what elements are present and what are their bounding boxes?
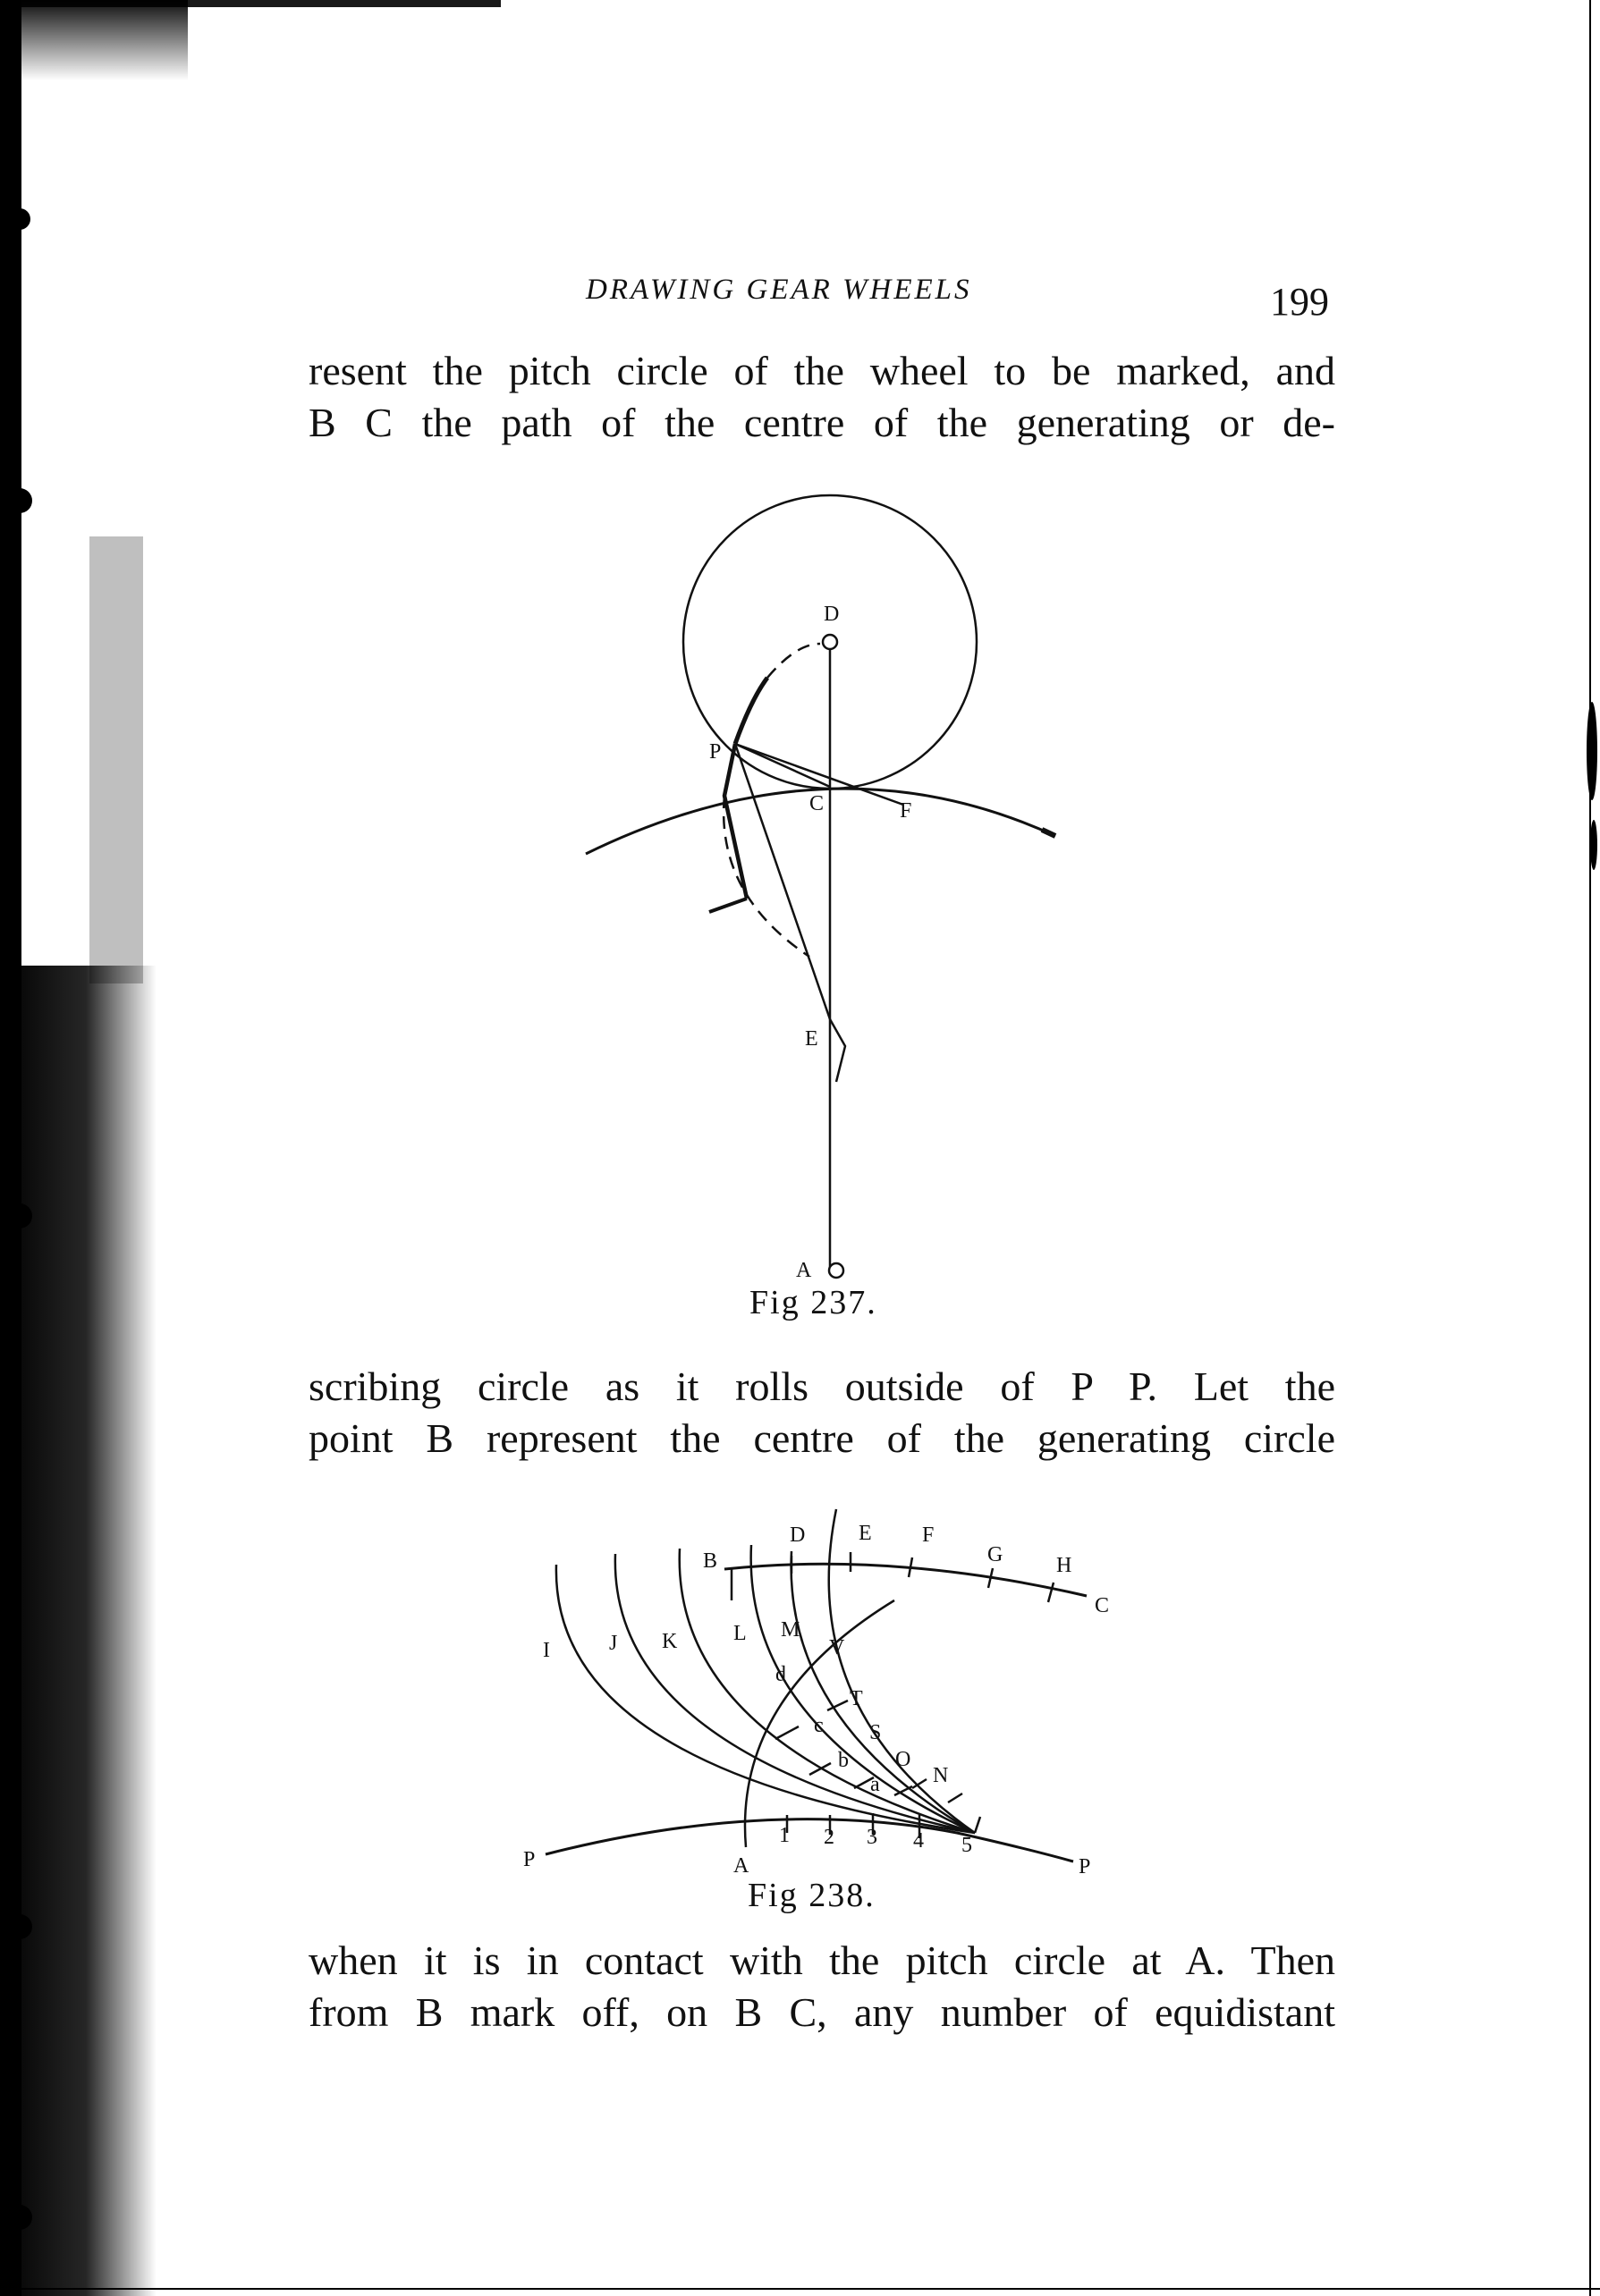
- fig238-label-K: K: [662, 1630, 678, 1653]
- fig238-label-b: b: [838, 1749, 849, 1772]
- fig238-label-a: a: [870, 1773, 880, 1796]
- fig238-label-P-left: P: [523, 1848, 536, 1871]
- fig237-label-F: F: [900, 799, 912, 823]
- fig238-label-H: H: [1056, 1554, 1072, 1577]
- fig238-label-c: c: [814, 1714, 824, 1737]
- figure-237-caption: Fig 237.: [749, 1284, 877, 1321]
- text-line: from B mark off, on B C, any number of equidistant: [309, 1989, 1335, 2035]
- fig237-label-A: A: [796, 1259, 812, 1282]
- fig238-label-G: G: [987, 1543, 1003, 1566]
- fig238-label-C: C: [1095, 1594, 1110, 1617]
- fig238-label-I: I: [543, 1639, 550, 1662]
- running-head: DRAWING GEAR WHEELS: [586, 274, 972, 306]
- fig238-label-A: A: [733, 1854, 749, 1878]
- fig238-label-D: D: [790, 1524, 806, 1547]
- fig238-label-d: d: [775, 1663, 786, 1686]
- text-line: resent the pitch circle of the wheel to be marked, and: [309, 348, 1335, 393]
- fig238-label-L: L: [733, 1622, 747, 1645]
- fig237-label-P: P: [709, 740, 722, 764]
- text-line: scribing circle as it rolls outside of P P. Let the: [309, 1363, 1335, 1409]
- fig238-label-P-right: P: [1079, 1855, 1091, 1878]
- fig238-tick-5: 5: [961, 1834, 972, 1857]
- fig238-label-F: F: [922, 1524, 935, 1547]
- fig237-label-C: C: [809, 792, 825, 815]
- paragraph-3: [309, 1935, 1335, 2039]
- fig238-tick-2: 2: [824, 1826, 834, 1849]
- figure-238-caption: Fig 238.: [748, 1877, 876, 1914]
- fig238-label-V: V: [829, 1636, 845, 1659]
- fig238-label-E: E: [859, 1522, 872, 1545]
- text-line: when it is in contact with the pitch circle at A. Then: [309, 1937, 1335, 1983]
- fig238-tick-4: 4: [913, 1829, 924, 1853]
- fig238-label-T: T: [850, 1687, 863, 1710]
- fig238-tick-3: 3: [867, 1826, 877, 1849]
- fig238-label-M: M: [781, 1618, 800, 1642]
- page-number: 199: [1270, 280, 1329, 324]
- fig238-label-N: N: [933, 1764, 949, 1787]
- fig238-label-O: O: [895, 1748, 911, 1771]
- fig237-label-D: D: [824, 603, 840, 626]
- fig238-tick-1: 1: [779, 1824, 790, 1847]
- fig238-label-S: S: [869, 1721, 882, 1744]
- fig238-label-J: J: [609, 1632, 618, 1655]
- text-line: B C the path of the centre of the generating or de-: [309, 400, 1335, 445]
- fig238-label-B: B: [703, 1549, 718, 1573]
- text-line: point B represent the centre of the generating circle: [309, 1415, 1335, 1461]
- fig237-label-E: E: [805, 1027, 818, 1051]
